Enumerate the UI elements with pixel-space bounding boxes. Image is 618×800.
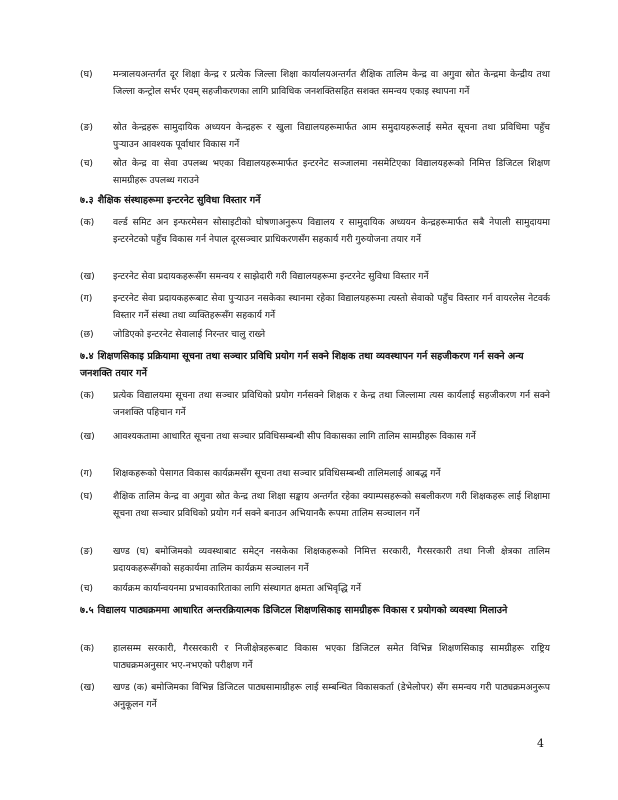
- item-text: शिक्षकहरूको पेसागत विकास कार्यक्रमसँग सूचना तथा सञ्चार प्रविधिसम्बन्धी तालिमलाई आबद्ध गर्ने: [113, 468, 441, 479]
- item-marker: (छ): [80, 329, 94, 340]
- list-item: [80, 428, 550, 445]
- section-number: ७.५: [80, 605, 94, 616]
- item-marker: (ग): [80, 293, 93, 304]
- section-title: शिक्षणसिकाइ प्रक्रियामा सूचना तथा सञ्चार प्रविधि प्रयोग गर्न सक्ने शिक्षक तथा व्यवस्थापन गर्न सहजीकरण गर्न सक्ने अन्य जनशक्ति तयार गर्ने: [80, 351, 524, 379]
- list-item: [80, 155, 550, 189]
- item-text: खण्ड (घ) बमोजिमको व्यवस्थाबाट समेट्न नसकेका शिक्षकहरूको निमित्त सरकारी, गैरसरकारी तथा निजी क्षेत्रका तालिम प्रदायकहरूसँगको सहकार्यमा तालिम कार्यक्रम सञ्चालन गर्ने: [113, 546, 550, 574]
- item-marker: (ख): [80, 682, 95, 693]
- item-marker: (घ): [80, 69, 93, 80]
- list-item: [80, 119, 550, 153]
- list-item: [80, 66, 550, 100]
- list-item: [80, 580, 550, 597]
- item-marker: (च): [80, 158, 94, 169]
- item-text: आवश्यकतामा आधारित सूचना तथा सञ्चार प्रविधिसम्बन्धी सीप विकासका लागि तालिम सामग्रीहरू विकास गर्ने: [113, 431, 476, 442]
- section-heading: [80, 602, 550, 619]
- item-marker: (ङ): [80, 122, 94, 133]
- item-text: हालसम्म सरकारी, गैरसरकारी र निजीक्षेत्रहरूबाट विकास भएका डिजिटल समेत विभिन्न शिक्षणसिकाइ सामग्रीहरू राष्ट्रिय पाठ्यक्रमअनुसार भए-नभएको परीक्षण गर्ने: [113, 643, 550, 671]
- item-text: जोडिएको इन्टरनेट सेवालाई निरन्तर चालु राख्ने: [113, 329, 266, 340]
- section-number: ७.३: [80, 195, 94, 206]
- item-marker: (क): [80, 643, 95, 654]
- item-text: कार्यक्रम कार्यान्वयनमा प्रभावकारिताका लागि संस्थागत क्षमता अभिवृद्धि गर्ने: [113, 583, 361, 594]
- item-text: इन्टरनेट सेवा प्रदायकहरूसँग समन्वय र साझेदारी गरी विद्यालयहरूमा इन्टरनेट सुविधा विस्तार गर्ने: [113, 271, 429, 282]
- list-item: [80, 214, 550, 248]
- item-marker: (ङ): [80, 546, 94, 557]
- item-marker: (ख): [80, 271, 95, 282]
- list-item: [80, 679, 550, 713]
- page-number: 4: [537, 737, 544, 750]
- item-text: प्रत्येक विद्यालयमा सूचना तथा सञ्चार प्रविधिको प्रयोग गर्नसक्ने शिक्षक र केन्द्र तथा जिल्लामा त्यस कार्यलाई सहजीकरण गर्न सक्ने जनशक्ति पहिचान गर्ने: [113, 390, 550, 418]
- item-text: शैक्षिक तालिम केन्द्र वा अगुवा स्रोत केन्द्र तथा शिक्षा सङ्काय अन्तर्गत रहेका क्याम्पसहरूको सबलीकरण गरी शिक्षकहरू लाई शिक्षामा सूचना तथा सञ्चार प्रविधिको प्रयोग गर्न सक्ने बनाउन अभियानकै रूपमा तालिम सञ्चालन गर्ने: [113, 491, 550, 519]
- item-text: स्रोत केन्द्रहरू सामुदायिक अध्ययन केन्द्रहरू र खुला विद्यालयहरूमार्फत आम समुदायहरूलाई समेत सूचना तथा प्रविधिमा पहुँच पुऱ्याउन आवश्यक पूर्वाधार विकास गर्ने: [113, 122, 550, 150]
- list-item: [80, 465, 550, 482]
- section-title: विद्यालय पाठ्यक्रममा आधारित अन्तरक्रियात्मक डिजिटल शिक्षणसिकाइ सामग्रीहरू विकास र प्रयोगको व्यवस्था मिलाउने: [97, 605, 508, 616]
- list-item: [80, 290, 550, 324]
- item-marker: (क): [80, 390, 95, 401]
- section-heading: [80, 348, 550, 382]
- list-item: [80, 387, 550, 421]
- list-item: [80, 640, 550, 674]
- item-marker: (क): [80, 217, 95, 228]
- item-marker: (ग): [80, 468, 93, 479]
- item-marker: (घ): [80, 491, 93, 502]
- item-marker: (ख): [80, 431, 95, 442]
- list-item: [80, 326, 550, 343]
- item-text: वर्ल्ड समिट अन इन्फरमेसन सोसाइटीको घोषणाअनुरूप विद्यालय र सामुदायिक अध्ययन केन्द्रहरूमार्फत सबै नेपाली सामुदायमा इन्टरनेटको पहुँच विकास गर्न नेपाल दूरसञ्चार प्राधिकरणसँग सहकार्य गरी गुरुयोजना तयार गर्ने: [113, 217, 550, 245]
- item-text: मन्त्रालयअन्तर्गत दूर शिक्षा केन्द्र र प्रत्येक जिल्ला शिक्षा कार्यालयअन्तर्गत शैक्षिक तालिम केन्द्र वा अगुवा स्रोत केन्द्रमा केन्द्रीय तथा जिल्ला कन्ट्रोल सर्भर एवम् सहजीकरणका लागि प्राविधिक जनशक्तिसहित सशक्त समन्वय एकाइ स्थापना गर्ने: [113, 69, 550, 97]
- item-text: स्रोत केन्द्र वा सेवा उपलब्ध भएका विद्यालयहरूमार्फत इन्टरनेट सञ्जालमा नसमेटिएका विद्यालयहरूको निमित्त डिजिटल शिक्षण सामग्रीहरू उपलब्ध गराउने: [113, 158, 550, 186]
- list-item: [80, 488, 550, 522]
- section-heading: [80, 192, 550, 209]
- list-item: [80, 543, 550, 577]
- section-number: ७.४: [80, 351, 94, 362]
- list-item: [80, 268, 550, 285]
- item-text: खण्ड (क) बमोजिमका विभिन्न डिजिटल पाठ्यसामाग्रीहरू लाई सम्बन्धित विकासकर्ता (डेभेलोपर) सँग समन्वय गरी पाठ्यक्रमअनुरूप अनुकूलन गर्ने: [113, 682, 550, 710]
- item-text: इन्टरनेट सेवा प्रदायकहरूबाट सेवा पुऱ्याउन नसकेका स्थानमा रहेका विद्यालयहरूमा त्यस्तो सेवाको पहुँच विस्तार गर्न वायरलेस नेटवर्क विस्तार गर्ने संस्था तथा व्यक्तिहरूसँग सहकार्य गर्ने: [113, 293, 550, 321]
- section-title: शैक्षिक संस्थाहरूमा इन्टरनेट सुविधा विस्तार गर्ने: [97, 195, 261, 206]
- item-marker: (च): [80, 583, 94, 594]
